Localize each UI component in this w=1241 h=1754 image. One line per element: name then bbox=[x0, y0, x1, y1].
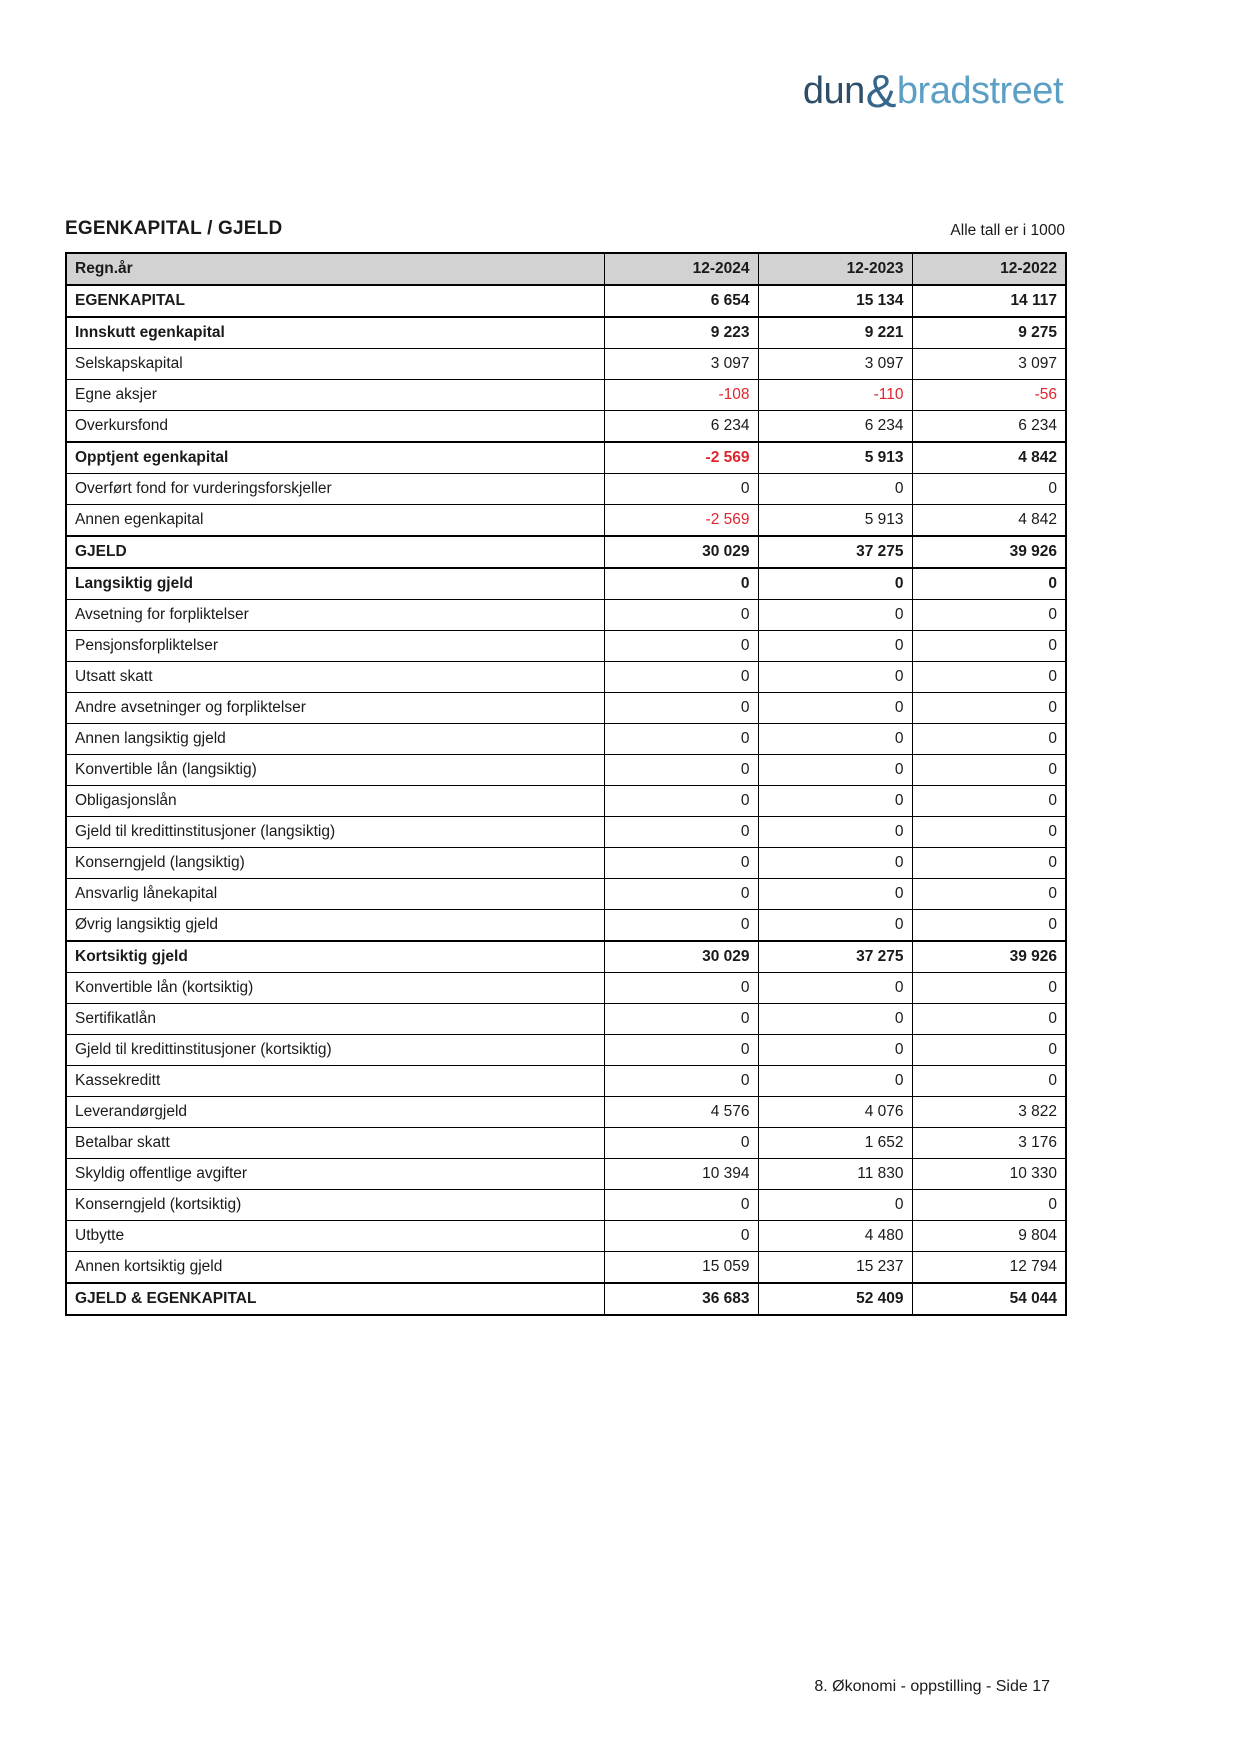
cell-value: 4 842 bbox=[912, 442, 1066, 474]
logo-ampersand-icon: & bbox=[865, 65, 896, 117]
row-label: Annen langsiktig gjeld bbox=[66, 724, 604, 755]
table-row bbox=[66, 1035, 1066, 1066]
cell-value: 0 bbox=[604, 910, 758, 942]
row-label: Obligasjonslån bbox=[66, 786, 604, 817]
cell-value: 0 bbox=[758, 1066, 912, 1097]
row-label: Ansvarlig lånekapital bbox=[66, 879, 604, 910]
cell-value: 30 029 bbox=[604, 536, 758, 568]
table-row bbox=[66, 536, 1066, 568]
cell-value: 0 bbox=[758, 568, 912, 600]
cell-value: 6 654 bbox=[604, 285, 758, 317]
row-label: Overført fond for vurderingsforskjeller bbox=[66, 474, 604, 505]
cell-value: -108 bbox=[604, 380, 758, 411]
dun-bradstreet-logo bbox=[802, 65, 1063, 117]
cell-value: 0 bbox=[912, 600, 1066, 631]
row-label: Sertifikatlån bbox=[66, 1004, 604, 1035]
cell-value: 0 bbox=[758, 1190, 912, 1221]
cell-value: 9 275 bbox=[912, 317, 1066, 349]
cell-value: -2 569 bbox=[604, 505, 758, 537]
cell-value: 3 176 bbox=[912, 1128, 1066, 1159]
table-row bbox=[66, 1252, 1066, 1284]
cell-value: 14 117 bbox=[912, 285, 1066, 317]
table-row bbox=[66, 848, 1066, 879]
row-label: Avsetning for forpliktelser bbox=[66, 600, 604, 631]
cell-value: 0 bbox=[912, 1004, 1066, 1035]
cell-value: 0 bbox=[604, 973, 758, 1004]
logo-text-dun: dun bbox=[802, 70, 865, 112]
table-row bbox=[66, 317, 1066, 349]
cell-value: 10 330 bbox=[912, 1159, 1066, 1190]
table-row bbox=[66, 662, 1066, 693]
cell-value: 15 134 bbox=[758, 285, 912, 317]
cell-value: 0 bbox=[912, 910, 1066, 942]
cell-value: -56 bbox=[912, 380, 1066, 411]
table-body bbox=[66, 285, 1066, 1315]
cell-value: 0 bbox=[758, 693, 912, 724]
cell-value: 0 bbox=[604, 786, 758, 817]
cell-value: 0 bbox=[604, 474, 758, 505]
row-label: Kassekreditt bbox=[66, 1066, 604, 1097]
row-label: Øvrig langsiktig gjeld bbox=[66, 910, 604, 942]
cell-value: 0 bbox=[912, 973, 1066, 1004]
cell-value: 5 913 bbox=[758, 442, 912, 474]
column-header-regnaar: Regn.år bbox=[66, 253, 604, 285]
row-label: Utsatt skatt bbox=[66, 662, 604, 693]
cell-value: 0 bbox=[604, 1221, 758, 1252]
cell-value: 3 822 bbox=[912, 1097, 1066, 1128]
cell-value: 0 bbox=[604, 1066, 758, 1097]
cell-value: 0 bbox=[604, 879, 758, 910]
cell-value: 0 bbox=[758, 848, 912, 879]
cell-value: 0 bbox=[604, 631, 758, 662]
cell-value: 15 237 bbox=[758, 1252, 912, 1284]
cell-value: 0 bbox=[604, 600, 758, 631]
cell-value: 0 bbox=[758, 1035, 912, 1066]
table-row bbox=[66, 1097, 1066, 1128]
row-label: GJELD & EGENKAPITAL bbox=[66, 1283, 604, 1315]
cell-value: 0 bbox=[912, 1190, 1066, 1221]
cell-value: 0 bbox=[912, 786, 1066, 817]
cell-value: 52 409 bbox=[758, 1283, 912, 1315]
table-row bbox=[66, 442, 1066, 474]
row-label: Annen egenkapital bbox=[66, 505, 604, 537]
cell-value: 10 394 bbox=[604, 1159, 758, 1190]
cell-value: 0 bbox=[912, 631, 1066, 662]
cell-value: 0 bbox=[758, 631, 912, 662]
cell-value: 0 bbox=[912, 755, 1066, 786]
cell-value: -2 569 bbox=[604, 442, 758, 474]
cell-value: 0 bbox=[604, 1035, 758, 1066]
row-label: Konvertible lån (langsiktig) bbox=[66, 755, 604, 786]
cell-value: 0 bbox=[758, 755, 912, 786]
table-row bbox=[66, 1004, 1066, 1035]
table-row bbox=[66, 693, 1066, 724]
table-row bbox=[66, 941, 1066, 973]
row-label: Gjeld til kredittinstitusjoner (langsiktig) bbox=[66, 817, 604, 848]
row-label: Opptjent egenkapital bbox=[66, 442, 604, 474]
table-row bbox=[66, 786, 1066, 817]
table-row bbox=[66, 1190, 1066, 1221]
cell-value: 36 683 bbox=[604, 1283, 758, 1315]
cell-value: 6 234 bbox=[912, 411, 1066, 443]
cell-value: 0 bbox=[758, 973, 912, 1004]
cell-value: 0 bbox=[912, 848, 1066, 879]
row-label: Gjeld til kredittinstitusjoner (kortsiktig) bbox=[66, 1035, 604, 1066]
cell-value: 0 bbox=[604, 755, 758, 786]
cell-value: 0 bbox=[758, 1004, 912, 1035]
column-header-12-2022: 12-2022 bbox=[912, 253, 1066, 285]
table-row bbox=[66, 1221, 1066, 1252]
section-header bbox=[65, 218, 1065, 240]
cell-value: 0 bbox=[912, 817, 1066, 848]
table-row bbox=[66, 1159, 1066, 1190]
cell-value: 15 059 bbox=[604, 1252, 758, 1284]
table-row bbox=[66, 505, 1066, 537]
cell-value: 0 bbox=[758, 817, 912, 848]
cell-value: 37 275 bbox=[758, 941, 912, 973]
cell-value: -110 bbox=[758, 380, 912, 411]
cell-value: 3 097 bbox=[912, 349, 1066, 380]
cell-value: 0 bbox=[604, 1190, 758, 1221]
table-row bbox=[66, 380, 1066, 411]
row-label: Kortsiktig gjeld bbox=[66, 941, 604, 973]
row-label: Pensjonsforpliktelser bbox=[66, 631, 604, 662]
table-row bbox=[66, 411, 1066, 443]
cell-value: 0 bbox=[604, 693, 758, 724]
table-row bbox=[66, 973, 1066, 1004]
row-label: Konvertible lån (kortsiktig) bbox=[66, 973, 604, 1004]
cell-value: 0 bbox=[604, 817, 758, 848]
cell-value: 39 926 bbox=[912, 536, 1066, 568]
logo-text-bradstreet: bradstreet bbox=[896, 70, 1063, 112]
cell-value: 6 234 bbox=[604, 411, 758, 443]
cell-value: 0 bbox=[758, 474, 912, 505]
cell-value: 0 bbox=[912, 1066, 1066, 1097]
table-row bbox=[66, 755, 1066, 786]
cell-value: 0 bbox=[912, 724, 1066, 755]
cell-value: 4 480 bbox=[758, 1221, 912, 1252]
cell-value: 4 842 bbox=[912, 505, 1066, 537]
cell-value: 9 223 bbox=[604, 317, 758, 349]
cell-value: 0 bbox=[604, 1128, 758, 1159]
row-label: Overkursfond bbox=[66, 411, 604, 443]
table-row bbox=[66, 910, 1066, 942]
cell-value: 5 913 bbox=[758, 505, 912, 537]
cell-value: 0 bbox=[912, 474, 1066, 505]
row-label: Leverandørgjeld bbox=[66, 1097, 604, 1128]
cell-value: 11 830 bbox=[758, 1159, 912, 1190]
cell-value: 9 221 bbox=[758, 317, 912, 349]
cell-value: 0 bbox=[912, 879, 1066, 910]
table-row bbox=[66, 1283, 1066, 1315]
row-label: Betalbar skatt bbox=[66, 1128, 604, 1159]
row-label: Egne aksjer bbox=[66, 380, 604, 411]
table-row bbox=[66, 1128, 1066, 1159]
cell-value: 0 bbox=[912, 1035, 1066, 1066]
cell-value: 3 097 bbox=[604, 349, 758, 380]
row-label: Utbytte bbox=[66, 1221, 604, 1252]
cell-value: 0 bbox=[912, 662, 1066, 693]
cell-value: 0 bbox=[912, 693, 1066, 724]
table-row bbox=[66, 724, 1066, 755]
page-footer: 8. Økonomi - oppstilling - Side 17 bbox=[814, 1678, 1050, 1695]
cell-value: 39 926 bbox=[912, 941, 1066, 973]
table-row bbox=[66, 600, 1066, 631]
row-label: Innskutt egenkapital bbox=[66, 317, 604, 349]
cell-value: 0 bbox=[604, 568, 758, 600]
cell-value: 3 097 bbox=[758, 349, 912, 380]
cell-value: 54 044 bbox=[912, 1283, 1066, 1315]
row-label: EGENKAPITAL bbox=[66, 285, 604, 317]
cell-value: 30 029 bbox=[604, 941, 758, 973]
cell-value: 9 804 bbox=[912, 1221, 1066, 1252]
table-row bbox=[66, 879, 1066, 910]
row-label: Langsiktig gjeld bbox=[66, 568, 604, 600]
row-label: Konserngjeld (kortsiktig) bbox=[66, 1190, 604, 1221]
row-label: Annen kortsiktig gjeld bbox=[66, 1252, 604, 1284]
table-row bbox=[66, 474, 1066, 505]
cell-value: 6 234 bbox=[758, 411, 912, 443]
cell-value: 0 bbox=[758, 600, 912, 631]
table-header-row bbox=[66, 253, 1066, 285]
cell-value: 0 bbox=[604, 662, 758, 693]
column-header-12-2024: 12-2024 bbox=[604, 253, 758, 285]
table-row bbox=[66, 568, 1066, 600]
cell-value: 0 bbox=[604, 1004, 758, 1035]
cell-value: 0 bbox=[758, 786, 912, 817]
cell-value: 0 bbox=[604, 848, 758, 879]
unit-note: Alle tall er i 1000 bbox=[950, 222, 1065, 239]
cell-value: 1 652 bbox=[758, 1128, 912, 1159]
balance-sheet-table bbox=[65, 252, 1067, 1316]
table-row bbox=[66, 817, 1066, 848]
row-label: Andre avsetninger og forpliktelser bbox=[66, 693, 604, 724]
cell-value: 0 bbox=[604, 724, 758, 755]
row-label: Konserngjeld (langsiktig) bbox=[66, 848, 604, 879]
row-label: GJELD bbox=[66, 536, 604, 568]
cell-value: 0 bbox=[758, 724, 912, 755]
cell-value: 0 bbox=[758, 879, 912, 910]
table-row bbox=[66, 1066, 1066, 1097]
table-row bbox=[66, 631, 1066, 662]
cell-value: 37 275 bbox=[758, 536, 912, 568]
cell-value: 0 bbox=[758, 910, 912, 942]
row-label: Skyldig offentlige avgifter bbox=[66, 1159, 604, 1190]
table-row bbox=[66, 285, 1066, 317]
row-label: Selskapskapital bbox=[66, 349, 604, 380]
cell-value: 0 bbox=[758, 662, 912, 693]
column-header-12-2023: 12-2023 bbox=[758, 253, 912, 285]
cell-value: 0 bbox=[912, 568, 1066, 600]
table-row bbox=[66, 349, 1066, 380]
page-title: EGENKAPITAL / GJELD bbox=[65, 218, 283, 239]
cell-value: 4 076 bbox=[758, 1097, 912, 1128]
cell-value: 12 794 bbox=[912, 1252, 1066, 1284]
cell-value: 4 576 bbox=[604, 1097, 758, 1128]
